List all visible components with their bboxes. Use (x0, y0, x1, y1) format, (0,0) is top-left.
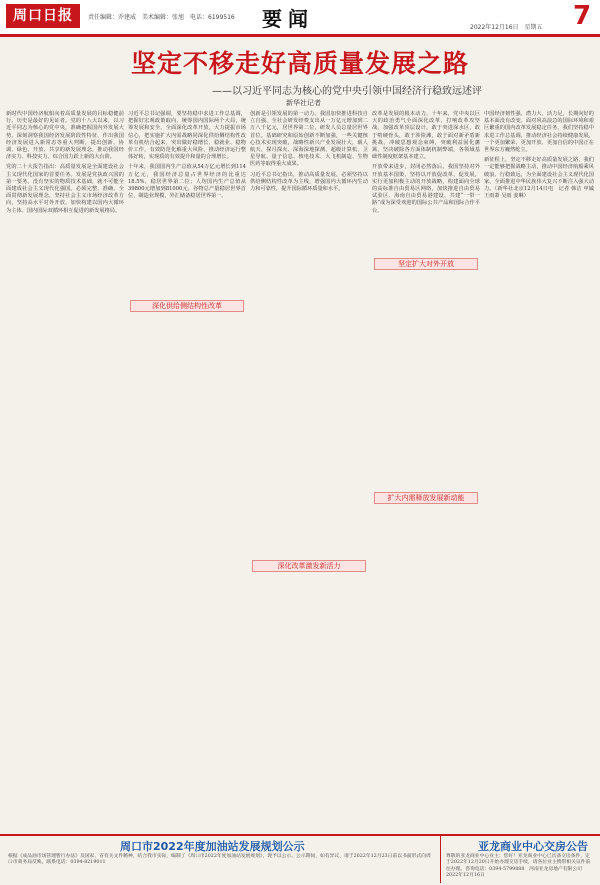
paragraph: 习近平总书记指出，推动高质量发展，必须坚持以供给侧结构性改革为主线，增强国内大循环内生动力和可靠性，提升国际循环质量和水平。 (250, 171, 368, 193)
paragraph: 新时代中国经济航船向着高质量发展的目标稳健前行。历史是最好的见证者。党的十八大以来，以习近平同志为核心的党中央，准确把握国内外发展大势，深刻洞察我国经济发展阶段性特征，作出我国经济发展进入新常态等重大判断，提出创新、协调、绿色、开放、共享的新发展理念，推动我国经济实力、科技实力、综合国力跃上新的大台阶。 (6, 111, 124, 161)
article-column-4 (372, 108, 480, 828)
paragraph: 新征程上，坚定不移走好高质量发展之路，我们一定能够把握战略主动，推动中国经济航船乘风破浪、行稳致远，为全面建设社会主义现代化国家、全面推进中华民族伟大复兴不断注入强大动力。（新华社北京12月14日电 记者 韩洁 申铖 王雨萧 吴雨 姜琳） (484, 157, 594, 200)
masthead (0, 0, 600, 37)
notice-text: 尊敬的亚龙商业中心业主：您好！亚龙商业中心已具备交房条件，定于2022年12月20日开始办理交房手续，请各位业主携带相关证件前往办理。咨询电话：0394-5799888 河南亚龙房地产有限公司 2022年12月16日 (446, 854, 591, 879)
page-number: 7 (572, 1, 592, 31)
section-title: 要闻 (262, 7, 314, 31)
newspaper-logo: 周口日报 (6, 4, 80, 28)
paragraph: 党的二十大报告指出：高质量发展是全面建设社会主义现代化国家的首要任务。发展是党执政兴国的第一要务。没有坚实的物质技术基础，就不可能全面建成社会主义现代化强国。必须完整、准确、全面贯彻新发展理念，坚持社会主义市场经济改革方向，坚持高水平对外开放，加快构建以国内大循环为主体、国内国际双循环相互促进的新发展格局。 (6, 164, 124, 214)
article-column-3 (250, 108, 368, 828)
paragraph: 创新是引领发展的第一动力。我国加快推进科技自立自强，全社会研发经费支出从一万亿元增加到二万八千亿元，居世界第二位，研发人员总量居世界首位。基础研究和原始创新不断加强，一些关键核心技术实现突破，战略性新兴产业发展壮大，载人航天、探月探火、深海深地探测、超级计算机、卫星导航、量子信息、核电技术、大飞机制造、生物医药等取得重大成果。 (250, 111, 368, 168)
paragraph: 改革是发展的根本动力。十年来，党中央以巨大的政治勇气全面深化改革，打响改革攻坚战，加强改革顶层设计，敢于突进深水区，敢于啃硬骨头，敢于涉险滩，敢于面对新矛盾新挑战，冲破思想观念束缚，突破利益固化藩篱，坚决破除各方面体制机制弊端，各领域基础性制度框架基本建立。 (372, 111, 480, 161)
paragraph: 十年来，我国国内生产总值从54万亿元增长到114万亿元，我国经济总量占世界经济的比重达18.5%，稳居世界第二位；人均国内生产总值从39800元增加到81000元。谷物总产量稳居世界首位，制造业规模、外汇储备稳居世界第一。 (128, 164, 246, 200)
section-subheading: 深化改革激发新活力 (252, 560, 366, 572)
advertisement-strip (0, 834, 600, 885)
paragraph: 开放带来进步，封闭必然落后。我国坚持对外开放基本国策，坚持以开放促改革、促发展，实行更加积极主动的开放战略，构建面向全球的高标准自由贸易区网络，加快推进自由贸易试验区、海南自由贸易港建设，共建“一带一路”成为深受欢迎的国际公共产品和国际合作平台。 (372, 164, 480, 214)
issue-date: 2022年12月16日 星期五 (470, 24, 543, 31)
section-subheading: 扩大内需释放发展新动能 (374, 492, 478, 504)
article-column-1 (6, 108, 124, 828)
article-column-5 (484, 108, 594, 828)
notice-title: 亚龙商业中心交房公告 (478, 840, 588, 853)
article-headline: 坚定不移走好高质量发展之路 (130, 49, 469, 78)
paragraph: 习近平总书记强调，要坚持稳中求进工作总基调，把握好宏观政策取向，统筹国内国际两个大局，统筹发展和安全，全面深化改革开放，大力提振市场信心，把实施扩大内需战略同深化供给侧结构性改革有机结合起来，突出做好稳增长、稳就业、稳物价工作，有效防范化解重大风险，推动经济运行整体好转，实现质的有效提升和量的合理增长。 (128, 111, 246, 161)
notice-text: 根据《成品油市场管理暂行办法》及国家、省有关文件精神，结合我市实际，编制了《周口市2022年度加油站发展规划》，现予以公示。公示期间，如有异议，请于2022年12月23日前以书面形式向周口市商务局反映。联系电话：0394-8219011 (8, 854, 431, 866)
notice-title: 周口市2022年度加油站发展规划公示 (120, 840, 305, 853)
section-subheading: 坚定扩大对外开放 (374, 258, 478, 270)
article-subhead: ——以习近平同志为核心的党中央引领中国经济行稳致远述评 (212, 86, 482, 97)
section-subheading: 深化供给侧结构性改革 (130, 300, 244, 312)
article-column-2 (128, 108, 246, 828)
editor-info: 责任编辑：乔建威 美术编辑：张旭 电话：6199516 (88, 14, 235, 21)
paragraph: 中国经济韧性强、潜力大、活力足，长期向好的基本面没有改变。面对风高浪急的国际环境和艰巨繁重的国内改革发展稳定任务，我们坚持稳中求进工作总基调，推动经济社会持续健康发展，一个更加繁荣、更加开放、更加自信的中国正在世界东方巍然屹立。 (484, 111, 594, 154)
divider (440, 834, 441, 883)
article-byline: 新华社记者 (286, 99, 321, 107)
